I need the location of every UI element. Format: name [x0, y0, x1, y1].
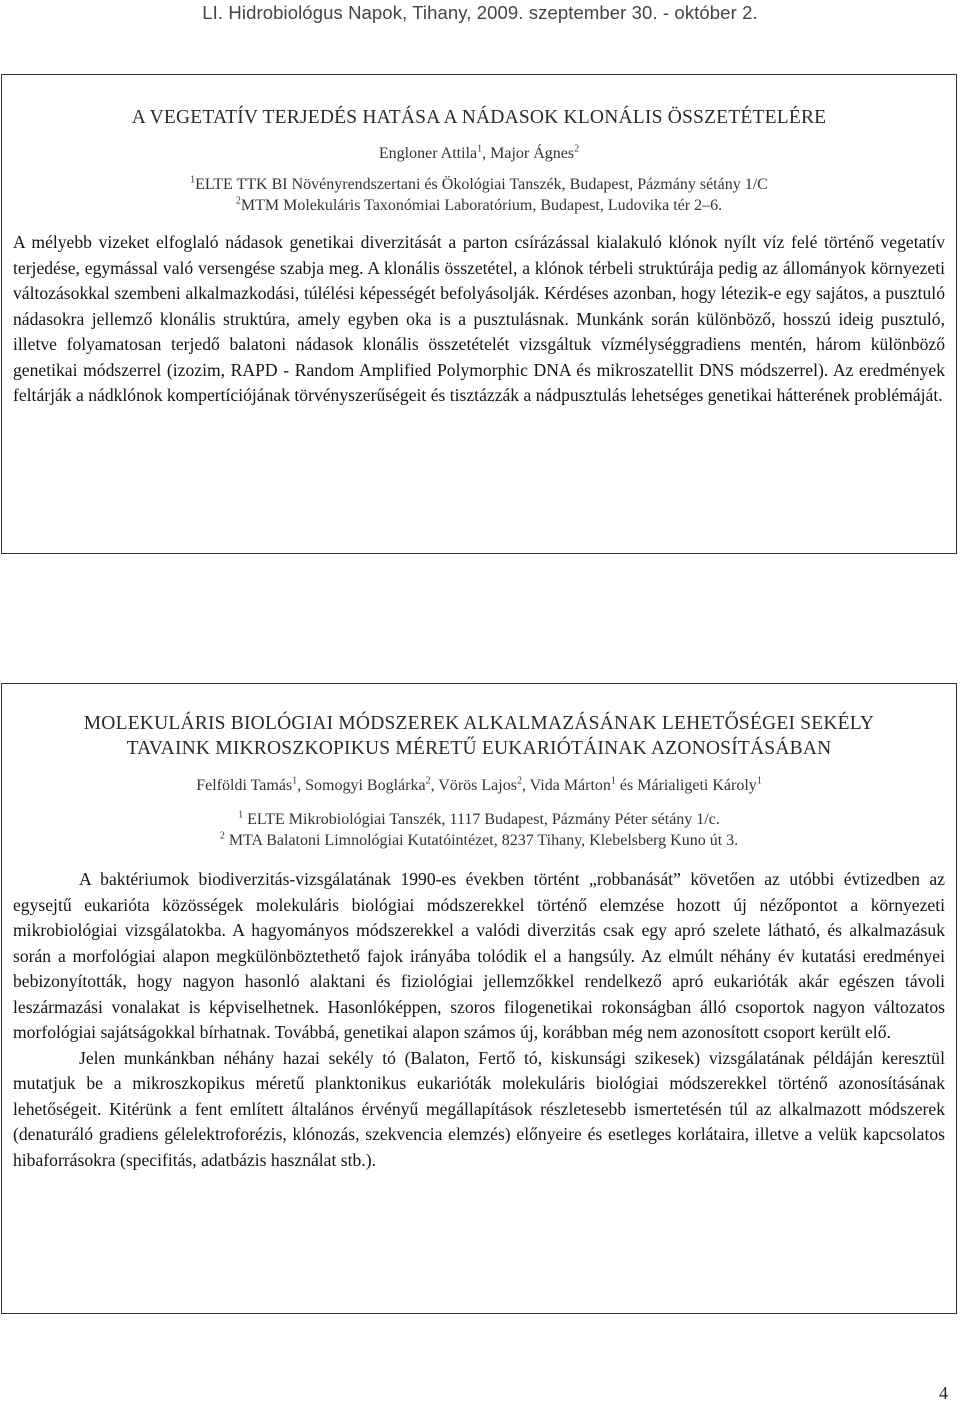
author-name: Felföldi Tamás	[196, 777, 293, 794]
author-separator: ,	[482, 145, 491, 162]
author-affiliation-mark: 1	[292, 775, 298, 787]
abstract-title: A VEGETATÍV TERJEDÉS HATÁSA A NÁDASOK KLONÁLIS ÖSSZETÉTELÉRE	[131, 107, 827, 128]
page-number: 4	[939, 1383, 948, 1403]
affiliation-mark: 2	[235, 195, 241, 207]
author-affiliation-mark: 2	[516, 775, 522, 787]
author-affiliation-mark: 2	[574, 143, 580, 155]
author-affiliation-mark: 1	[477, 143, 483, 155]
author-name: Vida Márton	[529, 777, 611, 794]
author-separator: ,	[430, 777, 439, 794]
affiliation-text: MTM Molekuláris Taxonómiai Laboratórium, Budapest, Ludovika tér 2–6.	[240, 197, 723, 214]
author-separator: és	[615, 777, 638, 794]
abstract-box-molecular-methods	[1, 683, 957, 1314]
abstract-title-line: TAVAINK MIKROSZKOPIKUS MÉRETŰ EUKARIÓTÁINAK AZONOSÍTÁSÁBAN	[126, 738, 832, 759]
affiliation-mark: 1	[190, 174, 196, 186]
affiliation-list	[2, 809, 956, 851]
abstract-title	[2, 711, 956, 761]
author-affiliation-mark: 1	[610, 775, 616, 787]
author-separator: ,	[521, 777, 530, 794]
author-name: Engloner Attila	[378, 145, 478, 162]
author-name: Vörös Lajos	[438, 777, 517, 794]
author-name: Somogyi Boglárka	[305, 777, 426, 794]
abstract-paragraph: Jelen munkánkban néhány hazai sekély tó (Balaton, Fertő tó, kiskunsági szikesek) vizsgálatának példáján keresztül mutatjuk be a mikroszkopikus méretű planktonikus eukarióták molekuláris biológiai módszerekkel történő azonosításának lehetőségeit. Kitérünk a fent említett általános érvényű megállapítások részletesebb ismertetésén túl az alkalmazott módszerek (denaturáló gradiens gélelektroforézis, klónozás, szekvencia elemzés) előnyeire és esetleges korlátaira, illetve a velük kapcsolatos hibaforrásokra (specifitás, adatbázis használat stb.).	[13, 1047, 945, 1170]
author-affiliation-mark: 1	[756, 775, 762, 787]
affiliation-line	[2, 830, 956, 851]
affiliation-line	[2, 174, 956, 195]
abstract-title-line: MOLEKULÁRIS BIOLÓGIAI MÓDSZEREK ALKALMAZÁSÁNAK LEHETŐSÉGEI SEKÉLY	[83, 713, 875, 734]
affiliation-text: ELTE Mikrobiológiai Tanszék, 1117 Budapest, Pázmány Péter sétány 1/c.	[247, 811, 720, 828]
abstract-paragraph: A baktériumok biodiverzitás-vizsgálatának 1990-es években történt „robbanását” követően az utóbbi évtizedben az egysejtű eukarióta közösségek molekuláris biológiai módszerekkel történő elemzése hozott új nézőpontot a környezeti mikrobiológiai vizsgálatokba. A hagyományos módszerekkel a valódi diverzitás csak egy apró szelete látható, és alkalmazásuk során a morfológiai alapon megkülönböztethető fajok irányába tolódik el a hangsúly. Az elmúlt néhány év kutatási eredményei bebizonyították, hogy nagyon hasonló alaktani és fiziológiai jellemzőkkel rendelkező apró eukarióták akár egészen távoli leszármazási vonalakat is képviselhetnek. Hasonlóképpen, szoros filogenetikai rokonságban álló csoportok nagyon változatos morfológiai sajátságokkal bírhatnak. Továbbá, genetikai alapon számos új, korábban még nem azonosított csoport került elő.	[13, 869, 945, 1042]
author-list	[2, 777, 956, 795]
running-header: LI. Hidrobiológus Napok, Tihany, 2009. szeptember 30. - október 2.	[202, 2, 758, 23]
affiliation-line	[2, 195, 956, 216]
affiliation-text: MTA Balatoni Limnológiai Kutatóintézet, 8237 Tihany, Klebelsberg Kuno út 3.	[228, 832, 739, 849]
affiliation-mark: 2	[219, 830, 225, 842]
abstract-box-vegetative-spread	[1, 74, 957, 554]
author-separator: ,	[297, 777, 306, 794]
author-list	[2, 145, 956, 163]
affiliation-text: ELTE TTK BI Növényrendszertani és Ökológiai Tanszék, Budapest, Pázmány sétány 1/C	[195, 176, 768, 193]
author-name: Major Ágnes	[490, 145, 575, 162]
affiliation-line	[2, 809, 956, 830]
affiliation-list	[2, 174, 956, 216]
author-affiliation-mark: 2	[425, 775, 431, 787]
author-name: Márialigeti Károly	[637, 777, 757, 794]
affiliation-mark: 1	[238, 809, 244, 821]
abstract-body	[13, 230, 945, 409]
abstract-paragraph: A mélyebb vizeket elfoglaló nádasok genetikai diverzitását a parton csírázással kialakuló klónok nyílt víz felé történő vegetatív terjedése, egymással való versengése szabja meg. A klonális összetétel, a klónok térbeli struktúrája pedig az állományok környezeti változásokkal szembeni alkalmazkodási, túlélési képességét befolyásolják. Kérdéses azonban, hogy létezik-e egy sajátos, a pusztuló nádasokra jellemző klonális struktúra, amely egyben oka is a pusztulásnak. Munkánk során különböző, hosszú ideig pusztuló, illetve folyamatosan terjedő balatoni nádasok klonális összetételét vizsgáltuk vízmélységgradiens mentén, három különböző genetikai módszerrel (izozim, RAPD - Random Amplified Polymorphic DNA és mikroszatellit DNS módszerrel). Az eredmények feltárják a nádklónok kompertíciójának törvényszerűségeit és tisztázzák a nádpusztulás lehetséges genetikai hátterének problémáját.	[13, 232, 945, 405]
abstract-body	[13, 867, 945, 1173]
